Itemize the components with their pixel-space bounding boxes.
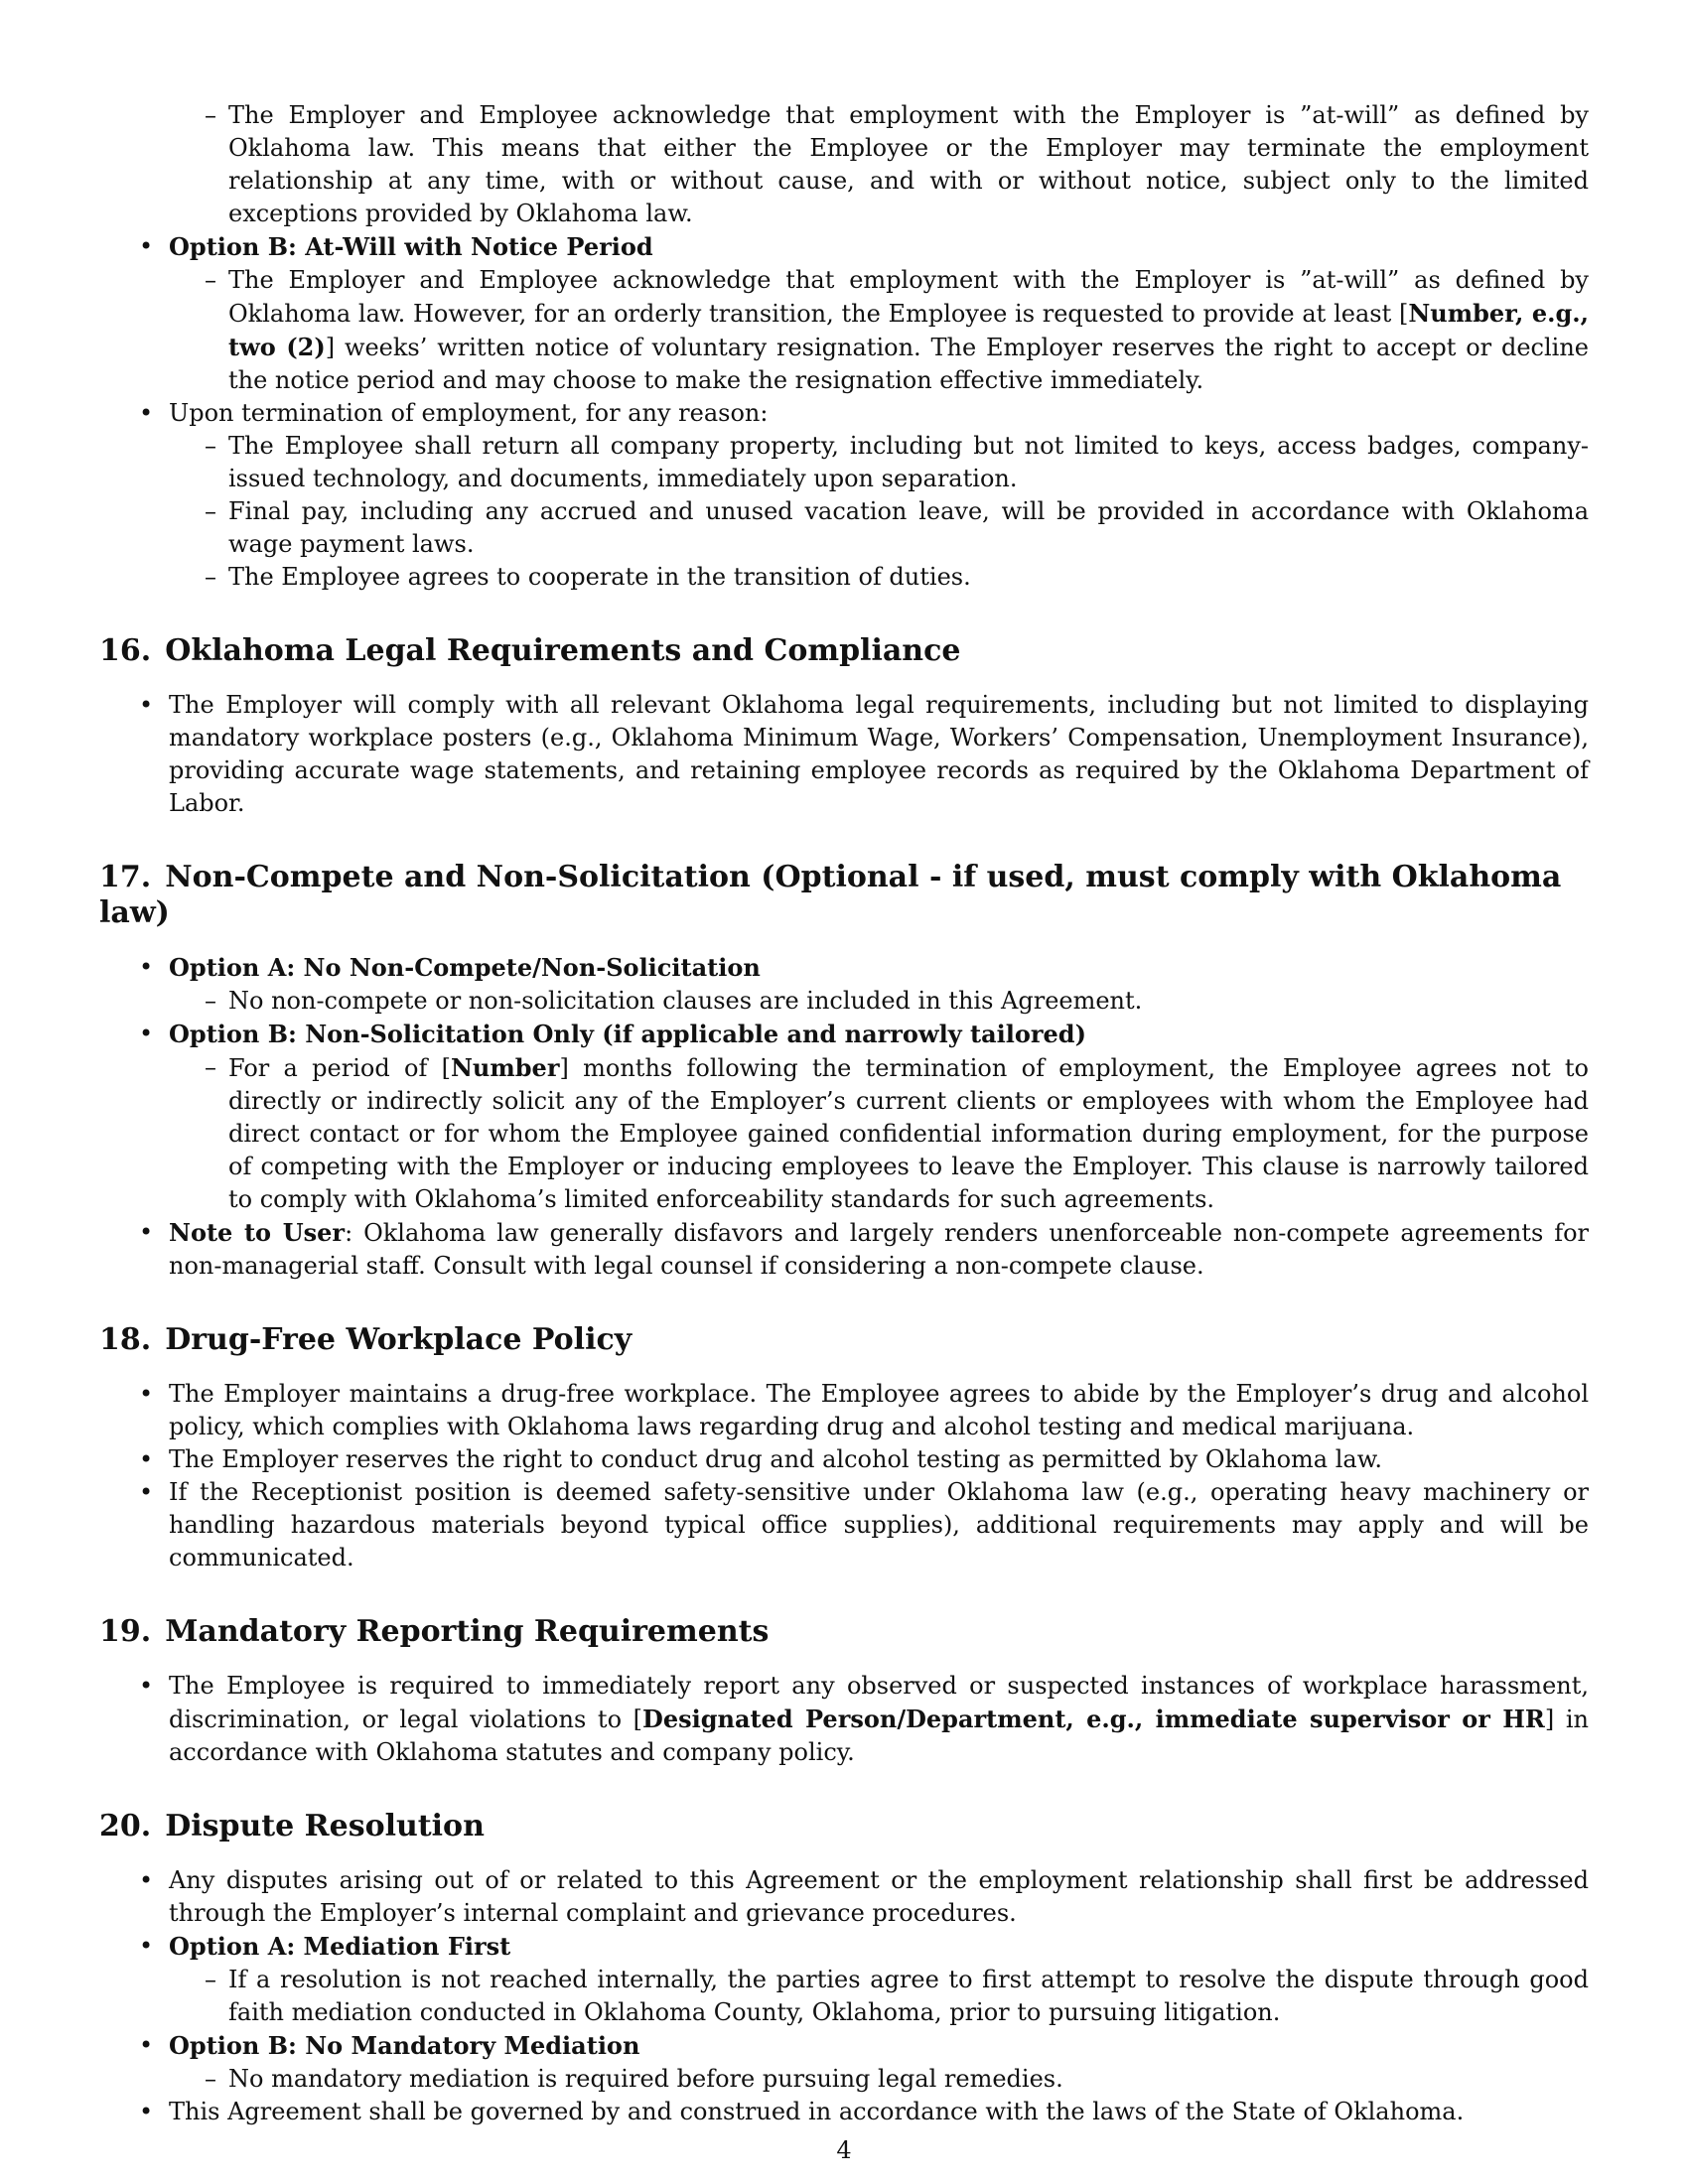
section-16-heading: [99, 633, 1589, 669]
section-18-number: 18.: [99, 1322, 152, 1357]
section-18-title: Drug-Free Workplace Policy: [165, 1322, 633, 1357]
s20-intro: • Any disputes arising out of or related to this Agreement or the employment relationship shall first be addressed through the Employer’s internal complaint and grievance procedures.: [99, 1864, 1589, 1930]
s17-option-b-label: Option B: Non-Solicitation Only (if applicable and narrowly tailored): [169, 1020, 1086, 1048]
section-16-number: 16.: [99, 633, 152, 668]
s20-option-b-label: Option B: No Mandatory Mediation: [169, 2031, 640, 2060]
termination-options-list: [99, 230, 1589, 594]
section-17-title: Non-Compete and Non-Solicitation (Optional - if used, must comply with Oklahoma law): [99, 860, 1562, 930]
section-16-list: [99, 689, 1589, 820]
s19-text-post: ] in accordance with Oklahoma statutes and company policy.: [169, 1706, 1590, 1766]
s17-option-a-dash-list: [169, 985, 1589, 1018]
option-b-text-pre: The Employer and Employee acknowledge that employment with the Employer is ”at-will” as defined by Oklahoma law. However, for an orderly transition, the Employee is requested to provide at least [: [228, 266, 1589, 328]
s19-text-pre: The Employee is required to immediately report any observed or suspected instances of workplace harassment, discrimination, or legal violations to [: [169, 1672, 1589, 1733]
s20-option-a-dash-list: [169, 1964, 1589, 2029]
months-placeholder: Number: [450, 1053, 560, 1082]
s17-option-b-text-post: ] months following the termination of employment, the Employee agrees not to directly or indirectly solicit any of the Employer’s current clients or employees with whom the Employee had direct contact or for whom the Employee gained confidential information during employment, for the purpose of competing with the Employer or inducing employees to leave the Employer. This clause is narrowly tailored to comply with Oklahoma’s limited enforceability standards for such agreements.: [228, 1054, 1589, 1213]
s17-option-a-item: [99, 951, 1589, 1018]
notice-weeks-placeholder: Number, e.g., two (2): [228, 299, 1589, 361]
termination-dash-list: [169, 430, 1589, 594]
s20-option-a-label: Option A: Mediation First: [169, 1932, 511, 1961]
s17-note-label: Note to User: [169, 1218, 346, 1247]
s20-governing-law: • This Agreement shall be governed by and construed in accordance with the laws of the State of Oklahoma.: [99, 2096, 1589, 2128]
s20-option-a-item: [99, 1930, 1589, 2029]
s17-option-b-item: [99, 1018, 1589, 1216]
section-17-list: [99, 951, 1589, 1283]
page-number: 4: [836, 2136, 852, 2164]
termination-final-pay: – Final pay, including any accrued and unused vacation leave, will be provided in accordance with Oklahoma wage payment laws.: [169, 495, 1589, 561]
section-18-list: [99, 1378, 1589, 1574]
section-19-heading: [99, 1614, 1589, 1650]
section-20-heading: [99, 1809, 1589, 1844]
s20-option-b-dash-list: [169, 2063, 1589, 2096]
s18-drug-free-workplace: • The Employer maintains a drug-free workplace. The Employee agrees to abide by the Employer’s drug and alcohol policy, which complies with Oklahoma laws regarding drug and alcohol testing and medical marijuana.: [99, 1378, 1589, 1443]
termination-intro: Upon termination of employment, for any reason:: [169, 399, 769, 427]
section-19-title: Mandatory Reporting Requirements: [165, 1614, 770, 1649]
option-b-item: [99, 230, 1589, 397]
option-b-label: Option B: At-Will with Notice Period: [169, 232, 653, 261]
s19-reporting-text: [99, 1670, 1589, 1769]
section-16-title: Oklahoma Legal Requirements and Compliance: [165, 633, 961, 668]
section-20-number: 20.: [99, 1809, 152, 1843]
section-20-title: Dispute Resolution: [165, 1809, 485, 1843]
s17-option-a-label: Option A: No Non-Compete/Non-Solicitation: [169, 953, 761, 982]
section-17-number: 17.: [99, 860, 152, 894]
document-page: [99, 99, 1589, 2128]
termination-cooperate: – The Employee agrees to cooperate in the transition of duties.: [169, 561, 1589, 594]
option-b-text-post: ] weeks’ written notice of voluntary resignation. The Employer reserves the right to accept or decline the notice period and may choose to make the resignation effective immediately.: [228, 334, 1589, 394]
section-16-text: • The Employer will comply with all relevant Oklahoma legal requirements, including but not limited to displaying mandatory workplace posters (e.g., Oklahoma Minimum Wage, Workers’ Compensation, Unemployment Insurance), providing accurate wage statements, and retaining employee records as required by the Oklahoma Department of Labor.: [99, 689, 1589, 820]
section-18-heading: [99, 1322, 1589, 1358]
s18-testing-rights: • The Employer reserves the right to conduct drug and alcohol testing as permitted by Oklahoma law.: [99, 1443, 1589, 1476]
section-19-list: [99, 1670, 1589, 1769]
section-17-heading: [99, 860, 1589, 931]
section-19-number: 19.: [99, 1614, 152, 1649]
s17-option-b-dash-list: [169, 1051, 1589, 1216]
option-b-dash-list: [169, 264, 1589, 397]
s20-option-b-text: – No mandatory mediation is required before pursuing legal remedies.: [169, 2063, 1589, 2096]
s17-note-item: [99, 1216, 1589, 1283]
designated-person-placeholder: Designated Person/Department, e.g., immediate supervisor or HR: [642, 1705, 1545, 1733]
s20-option-a-text: – If a resolution is not reached internally, the parties agree to first attempt to resolve the dispute through good faith mediation conducted in Oklahoma County, Oklahoma, prior to pursuing litigation.: [169, 1964, 1589, 2029]
option-a-dash-list: [169, 99, 1589, 230]
termination-return-property: – The Employee shall return all company property, including but not limited to keys, access badges, company-issued technology, and documents, immediately upon separation.: [169, 430, 1589, 495]
s17-note-text: : Oklahoma law generally disfavors and largely renders unenforceable non-compete agreements for non-managerial staff. Consult with legal counsel if considering a non-compete clause.: [169, 1219, 1590, 1280]
s17-option-b-text: [169, 1051, 1589, 1216]
s17-option-a-text: – No non-compete or non-solicitation clauses are included in this Agreement.: [169, 985, 1589, 1018]
section-20-list: [99, 1864, 1589, 2128]
termination-item: [99, 397, 1589, 594]
s18-safety-sensitive: • If the Receptionist position is deemed safety-sensitive under Oklahoma law (e.g., operating heavy machinery or handling hazardous materials beyond typical office supplies), additional requirements may apply and will be communicated.: [99, 1476, 1589, 1574]
option-b-text: [169, 264, 1589, 397]
s20-option-b-item: [99, 2029, 1589, 2096]
s17-option-b-text-pre: For a period of [: [228, 1054, 451, 1082]
option-a-at-will-text: – The Employer and Employee acknowledge that employment with the Employer is ”at-will” as defined by Oklahoma law. This means that either the Employee or the Employer may terminate the employment relationship at any time, with or without cause, and with or without notice, subject only to the limited exceptions provided by Oklahoma law.: [169, 99, 1589, 230]
